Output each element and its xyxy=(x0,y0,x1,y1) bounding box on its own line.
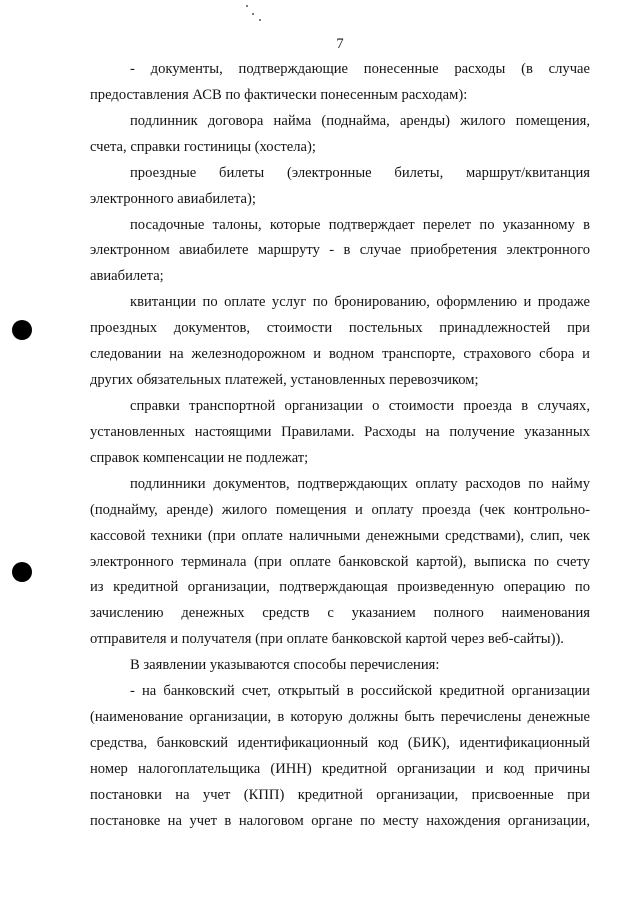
text-line: (наименование организации, в которую должны быть перечислены денежные xyxy=(90,709,590,726)
punch-hole xyxy=(12,562,32,582)
text-line: (поднайму, аренде) жилого помещения и оплату проезда (чек контрольно- xyxy=(90,501,590,518)
text-line: подлинник договора найма (поднайма, аренды) жилого помещения, xyxy=(130,112,590,129)
paragraph xyxy=(90,109,590,161)
text-line: постановки на учет (КПП) кредитной организации, присвоенные при xyxy=(90,786,590,803)
text-line: справки транспортной организации о стоимости проезда в случаях, xyxy=(130,397,590,414)
text-line: - на банковский счет, открытый в российской кредитной организации xyxy=(130,683,590,700)
text-line: авиабилета; xyxy=(90,268,164,285)
page-number: 7 xyxy=(336,36,344,52)
text-line: средства, банковский идентификационный код (БИК), идентификационный xyxy=(90,734,590,751)
text-line: отправителя и получателя (при оплате банковской картой через веб-сайты)). xyxy=(90,631,564,648)
paragraph xyxy=(90,290,590,394)
paragraph xyxy=(90,653,590,679)
paragraph xyxy=(90,394,590,472)
punch-hole xyxy=(12,320,32,340)
text-line: - документы, подтверждающие понесенные расходы (в случае xyxy=(130,61,590,77)
scan-speck xyxy=(252,13,254,15)
paragraph xyxy=(90,679,590,835)
text-line: проездных документов, стоимости постельных принадлежностей при xyxy=(90,320,590,337)
text-line: предоставления АСВ по фактически понесенным расходам): xyxy=(90,86,468,103)
paragraph xyxy=(90,213,590,291)
text-line: номер налогоплательщика (ИНН) кредитной организации и код причины xyxy=(90,760,590,777)
scan-speck xyxy=(259,19,261,21)
text-line: следовании на железнодорожном и водном транспорте, страхового сбора и xyxy=(90,346,590,363)
text-line: счета, справки гостиницы (хостела); xyxy=(90,138,316,155)
text-line: справок компенсации не подлежат; xyxy=(90,449,309,466)
text-line: зачислению денежных средств с указанием полного наименования xyxy=(90,605,590,622)
text-line: квитанции по оплате услуг по бронированию, оформлению и продаже xyxy=(130,294,590,311)
text-line: В заявлении указываются способы перечисления: xyxy=(130,657,440,674)
paragraph xyxy=(90,57,590,109)
text-line: проездные билеты (электронные билеты, маршрут/квитанция xyxy=(130,164,590,181)
text-line: установленных настоящими Правилами. Расходы на получение указанных xyxy=(90,423,590,440)
text-line: из кредитной организации, подтверждающая произведенную операцию по xyxy=(90,579,590,596)
text-line: других обязательных платежей, установленных перевозчиком; xyxy=(90,372,479,389)
text-line: подлинники документов, подтверждающих оплату расходов по найму xyxy=(130,475,590,492)
text-line: постановке на учет в налоговом органе по месту нахождения организации, xyxy=(90,812,590,829)
paragraph xyxy=(90,472,590,653)
text-line: посадочные талоны, которые подтверждает перелет по указанному в xyxy=(130,216,590,233)
body-text xyxy=(90,57,590,835)
paragraph xyxy=(90,161,590,213)
text-line: электронного авиабилета); xyxy=(90,190,256,207)
scan-speck xyxy=(246,5,248,7)
text-line: кассовой техники (при оплате наличными денежными средствами), слип, чек xyxy=(90,527,590,544)
text-line: электронного терминала (при оплате банковской картой), выписка по счету xyxy=(90,553,590,570)
text-line: электронном авиабилете маршруту - в случае приобретения электронного xyxy=(90,242,590,259)
